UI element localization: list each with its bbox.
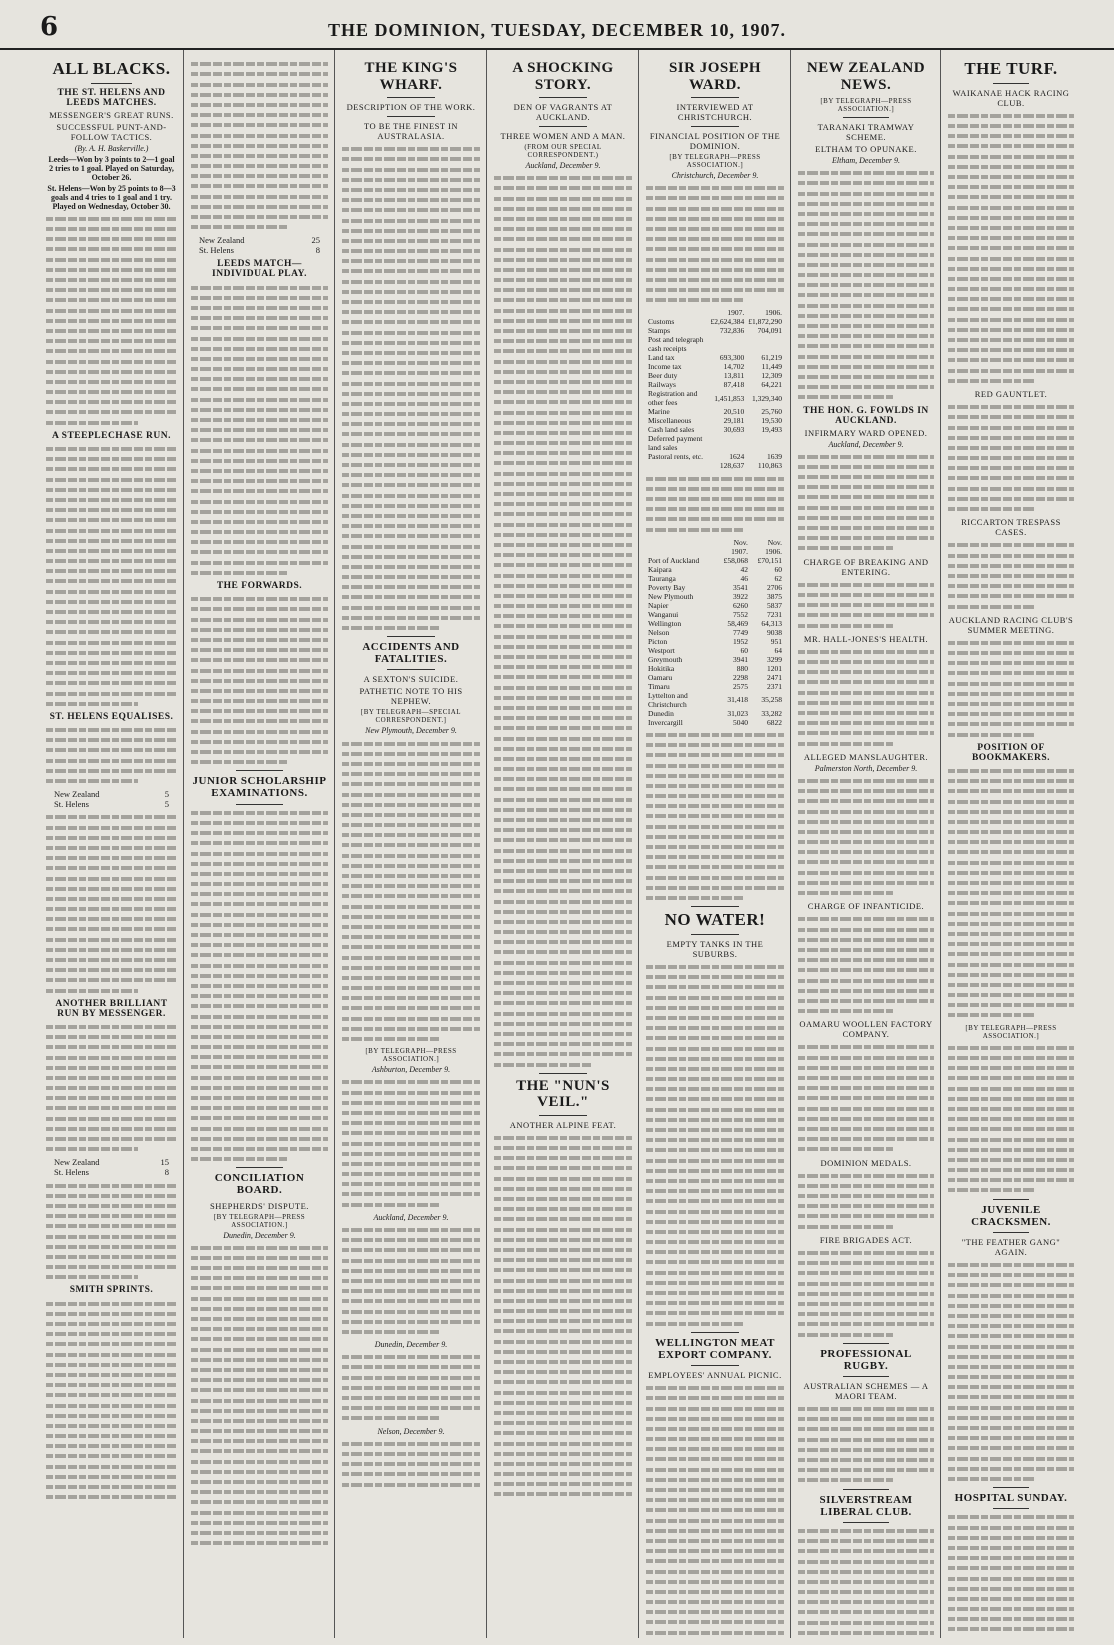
table-cell: 31,418	[727, 695, 748, 705]
table-row	[646, 619, 784, 628]
column-6	[792, 50, 941, 1638]
table-cell: 29,181	[723, 416, 745, 426]
table-row	[646, 362, 784, 371]
table-cell: 1201	[767, 663, 782, 673]
table-row	[646, 718, 784, 727]
table-cell: 31,023	[727, 708, 748, 718]
subhead-den-of-vagrants: DEN OF VAGRANTS AT AUCKLAND.	[513, 102, 613, 122]
table-cell: 9038	[767, 627, 782, 637]
table-row	[646, 416, 784, 425]
table-cell: 1,451,853	[714, 393, 745, 403]
headline-conciliation-board: CONCILIATION BOARD.	[214, 1172, 305, 1197]
table-cell: £1,872,290	[748, 317, 782, 327]
table-row	[646, 664, 784, 673]
table-cell: Invercargill	[648, 717, 683, 727]
table-row	[646, 592, 784, 601]
table-cell: £58,068	[723, 555, 748, 565]
table-cell: Customs	[648, 317, 675, 327]
subhead-finest: TO BE THE FINEST IN AUSTRALASIA.	[363, 121, 459, 141]
table-header: 1907. 1906.	[727, 308, 782, 318]
table-row	[646, 574, 784, 583]
subhead-forwards: THE FORWARDS.	[216, 581, 303, 591]
byline: (By. A. H. Baskerville.)	[74, 143, 149, 153]
table-cell: 6260	[732, 600, 748, 610]
table-cell: Income tax	[648, 362, 682, 372]
table-row	[646, 583, 784, 592]
dateline: Dunedin, December 9.	[223, 1230, 296, 1240]
column-3	[336, 50, 487, 1638]
table-cell: 64	[774, 645, 782, 655]
table-row	[646, 326, 784, 335]
table-cell: 13,811	[723, 371, 745, 381]
table-cell: 46	[740, 573, 748, 583]
table-cell: Pastoral rents, etc.	[648, 452, 703, 462]
score-row: New Zealand 25	[199, 235, 320, 246]
table-cell: 33,282	[761, 708, 782, 718]
table-header: Nov. 1907. Nov. 1906.	[731, 537, 782, 556]
result-st-helens: St. Helens—Won by 25 points to 8—3 goals and 4 tries to 1 goal and 1 try. Played on Wednesday, October 30.	[47, 183, 176, 211]
subhead-description: DESCRIPTION OF THE WORK.	[346, 102, 476, 112]
telegraph-tag: [BY TELEGRAPH—PRESS ASSOCIATION.]	[213, 1212, 306, 1229]
subhead-fire-brigades: FIRE BRIGADES ACT.	[819, 1234, 913, 1245]
table-cell: 12,309	[761, 371, 782, 381]
table-cell	[746, 434, 784, 452]
subhead-st-helens-equalises: ST. HELENS EQUALISES.	[49, 711, 174, 722]
dateline: Auckland, December 9.	[828, 439, 904, 449]
table-cell: Picton	[648, 636, 668, 646]
table-cell: 62	[774, 573, 782, 583]
table-row	[646, 655, 784, 664]
score-row: New Zealand 5	[54, 789, 169, 800]
table-cell: 2706	[767, 582, 782, 592]
table-row	[646, 407, 784, 416]
subhead-financial-position: FINANCIAL POSITION OF THE DOMINION.	[649, 131, 781, 151]
table-cell: 704,091	[757, 326, 782, 336]
table-cell: £2,624,384	[710, 317, 745, 327]
table-cell: Poverty Bay	[648, 582, 686, 592]
table-cell: Wellington	[648, 618, 682, 628]
headline-nuns-veil: THE "NUN'S VEIL."	[516, 1077, 610, 1111]
table-cell: 42	[740, 564, 748, 574]
table-cell: 60	[774, 564, 782, 574]
table-cell: Stamps	[648, 326, 671, 336]
subhead-matches: THE ST. HELENS AND LEEDS MATCHES.	[57, 87, 166, 108]
table-cell: Marine	[648, 407, 670, 417]
subhead-manslaughter: ALLEGED MANSLAUGHTER.	[803, 751, 929, 762]
subhead-messenger: MESSENGER'S GREAT RUNS.	[49, 109, 174, 120]
table-cell: Cash land sales	[648, 425, 695, 435]
dateline: Dunedin, December 9.	[374, 1340, 448, 1350]
table-cell: 61,219	[761, 353, 782, 363]
table-cell: Beer duty	[648, 371, 678, 381]
table-row	[646, 610, 784, 619]
correspondent-tag: (FROM OUR SPECIAL CORRESPONDENT.)	[524, 143, 602, 159]
headline-meat-export: WELLINGTON MEAT EXPORT COMPANY.	[655, 1336, 775, 1361]
dateline: Auckland, December 9.	[373, 1212, 449, 1222]
table-row	[646, 371, 784, 380]
headline-junior-scholarship: JUNIOR SCHOLARSHIP EXAMINATIONS.	[192, 775, 327, 800]
table-cell: Greymouth	[648, 654, 683, 664]
table-cell: Registration and other fees	[648, 389, 698, 408]
subhead-waikanae: WAIKANAE HACK RACING CLUB.	[952, 87, 1070, 108]
table-cell: 64,313	[761, 618, 782, 628]
column-1	[40, 50, 184, 1638]
table-cell: 35,258	[761, 695, 782, 705]
subhead-three-women: THREE WOMEN AND A MAN.	[500, 131, 626, 141]
table-cell: 3541	[732, 582, 748, 592]
table-cell: 3941	[732, 654, 748, 664]
customs-table	[646, 538, 784, 727]
table-row	[646, 425, 784, 434]
table-cell: 19,530	[761, 416, 782, 426]
subhead-bookmakers: POSITION OF BOOKMAKERS.	[971, 742, 1051, 763]
table-row	[646, 709, 784, 718]
telegraph-tag: [BY TELEGRAPH—SPECIAL CORRESPONDENT.]	[360, 708, 462, 725]
column-2	[185, 50, 335, 1638]
table-row	[646, 556, 784, 565]
table-cell: 880	[736, 663, 748, 673]
subhead-picnic: EMPLOYEES' ANNUAL PICNIC.	[648, 1369, 782, 1380]
headline-accidents: ACCIDENTS AND FATALITIES.	[362, 641, 460, 666]
table-cell: £70,151	[757, 555, 782, 565]
table-cell: Dunedin	[648, 708, 674, 718]
table-cell: 19,493	[761, 425, 782, 435]
table-row	[646, 628, 784, 637]
telegraph-tag: [BY TELEGRAPH—PRESS ASSOCIATION.]	[365, 1047, 457, 1064]
table-row	[646, 682, 784, 691]
table-cell: Post and telegraph cash receipts	[648, 335, 704, 354]
headline-nz-news: NEW ZEALAND NEWS.	[806, 60, 926, 93]
headline-hospital-sunday: HOSPITAL SUNDAY.	[954, 1492, 1068, 1505]
table-cell: 5837	[767, 600, 782, 610]
table-cell: 3875	[767, 591, 782, 601]
headline-juvenile: JUVENILE CRACKSMEN.	[971, 1203, 1051, 1228]
table-cell: 87,418	[723, 380, 745, 390]
table-cell: 64,221	[761, 380, 782, 390]
telegraph-tag: [BY TELEGRAPH—PRESS ASSOCIATION.]	[820, 97, 912, 113]
table-cell: Westport	[648, 645, 675, 655]
subhead-interviewed: INTERVIEWED AT CHRISTCHURCH.	[676, 102, 754, 122]
table-cell	[709, 434, 747, 452]
subhead-smith-sprints: SMITH SPRINTS.	[69, 1285, 154, 1296]
subhead-tramway: TARANAKI TRAMWAY SCHEME.	[817, 122, 915, 142]
table-cell: Tauranga	[648, 573, 676, 583]
dateline: New Plymouth, December 9.	[365, 726, 457, 736]
table-cell: 2298	[732, 672, 748, 682]
subhead-steeplechase: A STEEPLECHASE RUN.	[51, 430, 172, 441]
headline-no-water: NO WATER!	[664, 910, 766, 930]
columns	[40, 50, 1080, 1640]
table-cell: 128,637	[719, 461, 745, 471]
page-number: 6	[40, 12, 59, 42]
table-cell: 60	[740, 645, 748, 655]
subhead-arc-summer: AUCKLAND RACING CLUB'S SUMMER MEETING.	[948, 614, 1074, 635]
subhead-fowlds: THE HON. G. FOWLDS IN AUCKLAND.	[803, 405, 929, 426]
table-cell: 6822	[767, 717, 782, 727]
table-cell: 30,693	[723, 425, 745, 435]
table-row	[646, 353, 784, 362]
table-cell: 5040	[732, 717, 748, 727]
table-row	[646, 389, 784, 407]
table-cell: 110,863	[757, 461, 782, 471]
subhead-alpine-feat: ANOTHER ALPINE FEAT.	[509, 1119, 617, 1130]
article-body	[46, 217, 177, 425]
table-cell: Lyttelton and Christchurch	[648, 690, 688, 709]
table-cell	[709, 335, 747, 353]
table-cell: 2471	[767, 672, 782, 682]
score-row: St. Helens 8	[199, 245, 320, 256]
headline-sir-joseph-ward: SIR JOSEPH WARD.	[668, 60, 762, 93]
subhead-leeds-individual-play: LEEDS MATCH—INDIVIDUAL PLAY.	[212, 259, 307, 280]
masthead	[0, 0, 1114, 50]
headline-all-blacks: ALL BLACKS.	[52, 59, 171, 78]
table-cell	[746, 335, 784, 353]
table-cell: 7749	[732, 627, 748, 637]
table-cell: 3922	[732, 591, 748, 601]
subhead-breaking-entering: CHARGE OF BREAKING AND ENTERING.	[803, 556, 929, 577]
subhead-eltham: ELTHAM TO OPUNAKE.	[815, 144, 917, 154]
table-cell: 11,449	[761, 362, 782, 372]
telegraph-tag: [BY TELEGRAPH—PRESS ASSOCIATION.]	[669, 153, 761, 169]
table-cell: Deferred payment land sales	[648, 434, 703, 453]
table-cell: Hokitika	[648, 663, 675, 673]
table-cell: Railways	[648, 380, 676, 390]
table-cell: 1952	[732, 636, 748, 646]
table-row	[646, 673, 784, 682]
table-cell: 693,300	[719, 353, 745, 363]
table-cell: Kaipara	[648, 564, 672, 574]
dateline: Palmerston North, December 9.	[814, 763, 918, 773]
masthead-title: THE DOMINION, TUESDAY, DECEMBER 10, 1907.	[328, 20, 786, 40]
revenue-table	[646, 308, 784, 470]
table-cell: 58,469	[727, 618, 748, 628]
subhead-brilliant-run: ANOTHER BRILLIANT RUN BY MESSENGER.	[55, 998, 168, 1019]
table-row	[646, 637, 784, 646]
table-cell: 2371	[767, 681, 782, 691]
subhead-infirmary: INFIRMARY WARD OPENED.	[804, 427, 928, 438]
table-cell: 732,836	[719, 326, 745, 336]
table-cell: Miscellaneous	[648, 416, 692, 426]
table-cell: 3299	[767, 654, 782, 664]
subhead-tactics: SUCCESSFUL PUNT-AND-FOLLOW TACTICS.	[56, 121, 167, 142]
subhead-hall-jones: MR. HALL-JONES'S HEALTH.	[803, 633, 929, 644]
dateline: Auckland, December 9.	[525, 161, 601, 170]
subhead-red-gauntlet: RED GAUNTLET.	[974, 388, 1048, 399]
table-cell: Wanganui	[648, 609, 679, 619]
table-cell: Port of Auckland	[648, 555, 700, 565]
table-cell: Oamaru	[648, 672, 673, 682]
table-cell: 1,329,340	[752, 393, 782, 403]
table-row	[646, 601, 784, 610]
subhead-shepherds: SHEPHERDS' DISPUTE.	[210, 1200, 309, 1211]
table-row	[646, 434, 784, 452]
subhead-australian-schemes: AUSTRALIAN SCHEMES — A MAORI TEAM.	[803, 1380, 929, 1401]
table-cell: 951	[770, 636, 782, 646]
headline-silverstream: SILVERSTREAM LIBERAL CLUB.	[819, 1493, 913, 1518]
table-cell: Timaru	[648, 681, 670, 691]
score-row: St. Helens 8	[54, 1167, 169, 1178]
table-cell: Napier	[648, 600, 669, 610]
table-cell: 1624	[729, 452, 745, 462]
headline-shocking-story: A SHOCKING STORY.	[512, 60, 614, 93]
table-cell: 25,760	[761, 407, 782, 417]
subhead-sexton: A SEXTON'S SUICIDE.	[363, 674, 459, 685]
table-cell: 7552	[732, 609, 748, 619]
table-cell: 14,702	[723, 362, 745, 372]
headline-kings-wharf: THE KING'S WHARF.	[364, 60, 458, 93]
telegraph-tag: [BY TELEGRAPH—PRESS ASSOCIATION.]	[965, 1023, 1057, 1040]
table-row	[646, 335, 784, 353]
subhead-dominion-medals: DOMINION MEDALS.	[820, 1157, 912, 1168]
column-7	[942, 50, 1080, 1638]
subhead-feather-gang: "THE FEATHER GANG" AGAIN.	[961, 1236, 1061, 1257]
dateline: Ashburton, December 9.	[371, 1065, 451, 1075]
subhead-infanticide: CHARGE OF INFANTICIDE.	[807, 901, 925, 912]
subhead-riccarton: RICCARTON TRESPASS CASES.	[961, 517, 1061, 538]
headline-the-turf: THE TURF.	[964, 59, 1058, 78]
dateline: Eltham, December 9.	[832, 156, 900, 165]
table-row	[646, 317, 784, 326]
column-4	[488, 50, 639, 1638]
result-leeds: Leeds—Won by 3 points to 2—1 goal 2 tries to 1 goal. Played on Saturday, October 26.	[48, 154, 175, 182]
table-cell: 7231	[767, 609, 782, 619]
table-row	[646, 461, 784, 470]
headline-professional-rugby: PROFESSIONAL RUGBY.	[820, 1347, 912, 1372]
dateline: Nelson, December 9.	[377, 1426, 445, 1436]
subhead-oamaru-woollen: OAMARU WOOLLEN FACTORY COMPANY.	[799, 1019, 933, 1040]
table-row	[646, 691, 784, 709]
score-row: New Zealand 15	[54, 1157, 169, 1168]
table-cell: Nelson	[648, 627, 670, 637]
score-row: St. Helens 5	[54, 799, 169, 810]
table-cell: Land tax	[648, 353, 675, 363]
table-cell	[646, 461, 709, 470]
column-5	[640, 50, 791, 1638]
table-cell: 1639	[767, 452, 782, 462]
subhead-empty-tanks: EMPTY TANKS IN THE SUBURBS.	[666, 938, 764, 959]
subhead-pathetic-note: PATHETIC NOTE TO HIS NEPHEW.	[359, 686, 463, 707]
table-cell: New Plymouth	[648, 591, 694, 601]
table-row	[646, 380, 784, 389]
table-row	[646, 565, 784, 574]
divider	[91, 83, 132, 84]
table-cell: 2575	[732, 681, 748, 691]
table-cell: 20,510	[723, 407, 745, 417]
table-row	[646, 452, 784, 461]
table-row	[646, 646, 784, 655]
dateline: Christchurch, December 9.	[671, 171, 759, 180]
